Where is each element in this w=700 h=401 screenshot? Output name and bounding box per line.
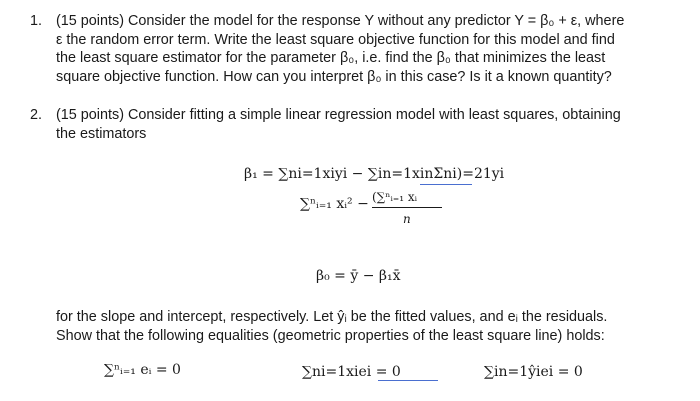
beta1-equation: β₁ = ∑ni=1xiyi − ∑in=1xinΣni)=21yi	[244, 166, 505, 182]
beta1-denominator-fraction-numerator: (∑ⁿᵢ₌₁ xᵢ	[372, 190, 417, 204]
question-1-line: (15 points) Consider the model for the response Y without any predictor Y = β₀ + ε, where	[56, 13, 625, 29]
question-2-continuation	[56, 308, 676, 345]
question-2	[30, 106, 670, 143]
beta0-equation: β₀ = ȳ − β₁x̄	[316, 268, 401, 284]
equality-fitted-residual-sum: ∑in=1ŷiei = 0	[484, 364, 583, 380]
beta1-denominator: ∑ⁿᵢ₌₁ xᵢ² −	[300, 196, 369, 212]
beta1-denominator-fraction-denominator: n	[403, 212, 411, 226]
question-2-line: (15 points) Consider fitting a simple linear regression model with least squares, obtaining	[56, 107, 621, 123]
question-2-after-line: for the slope and intercept, respectively. Let ŷᵢ be the fitted values, and eᵢ the residuals.	[56, 309, 608, 325]
equality-x-residual-sum: ∑ni=1xiei = 0	[302, 364, 401, 380]
question-2-line: the estimators	[56, 125, 147, 142]
question-1-line: square objective function. How can you interpret β₀ in this case? Is it a known quantity?	[56, 68, 612, 85]
question-1-number: 1.	[30, 13, 43, 29]
question-1-line: the least square estimator for the parameter β₀, i.e. find the β₀ that minimizes the least	[56, 50, 606, 67]
question-2-after-line: Show that the following equalities (geometric properties of the least square line) holds:	[56, 327, 605, 344]
equality-residual-sum: ∑ⁿᵢ₌₁ eᵢ = 0	[104, 362, 181, 378]
beta1-underline	[420, 184, 472, 185]
beta1-fraction-bar	[372, 207, 442, 208]
question-2-number: 2.	[30, 107, 43, 123]
question-1	[30, 12, 670, 86]
question-1-line: ε the random error term. Write the least square objective function for this model and find	[56, 31, 615, 48]
equality-b-underline	[378, 380, 438, 381]
